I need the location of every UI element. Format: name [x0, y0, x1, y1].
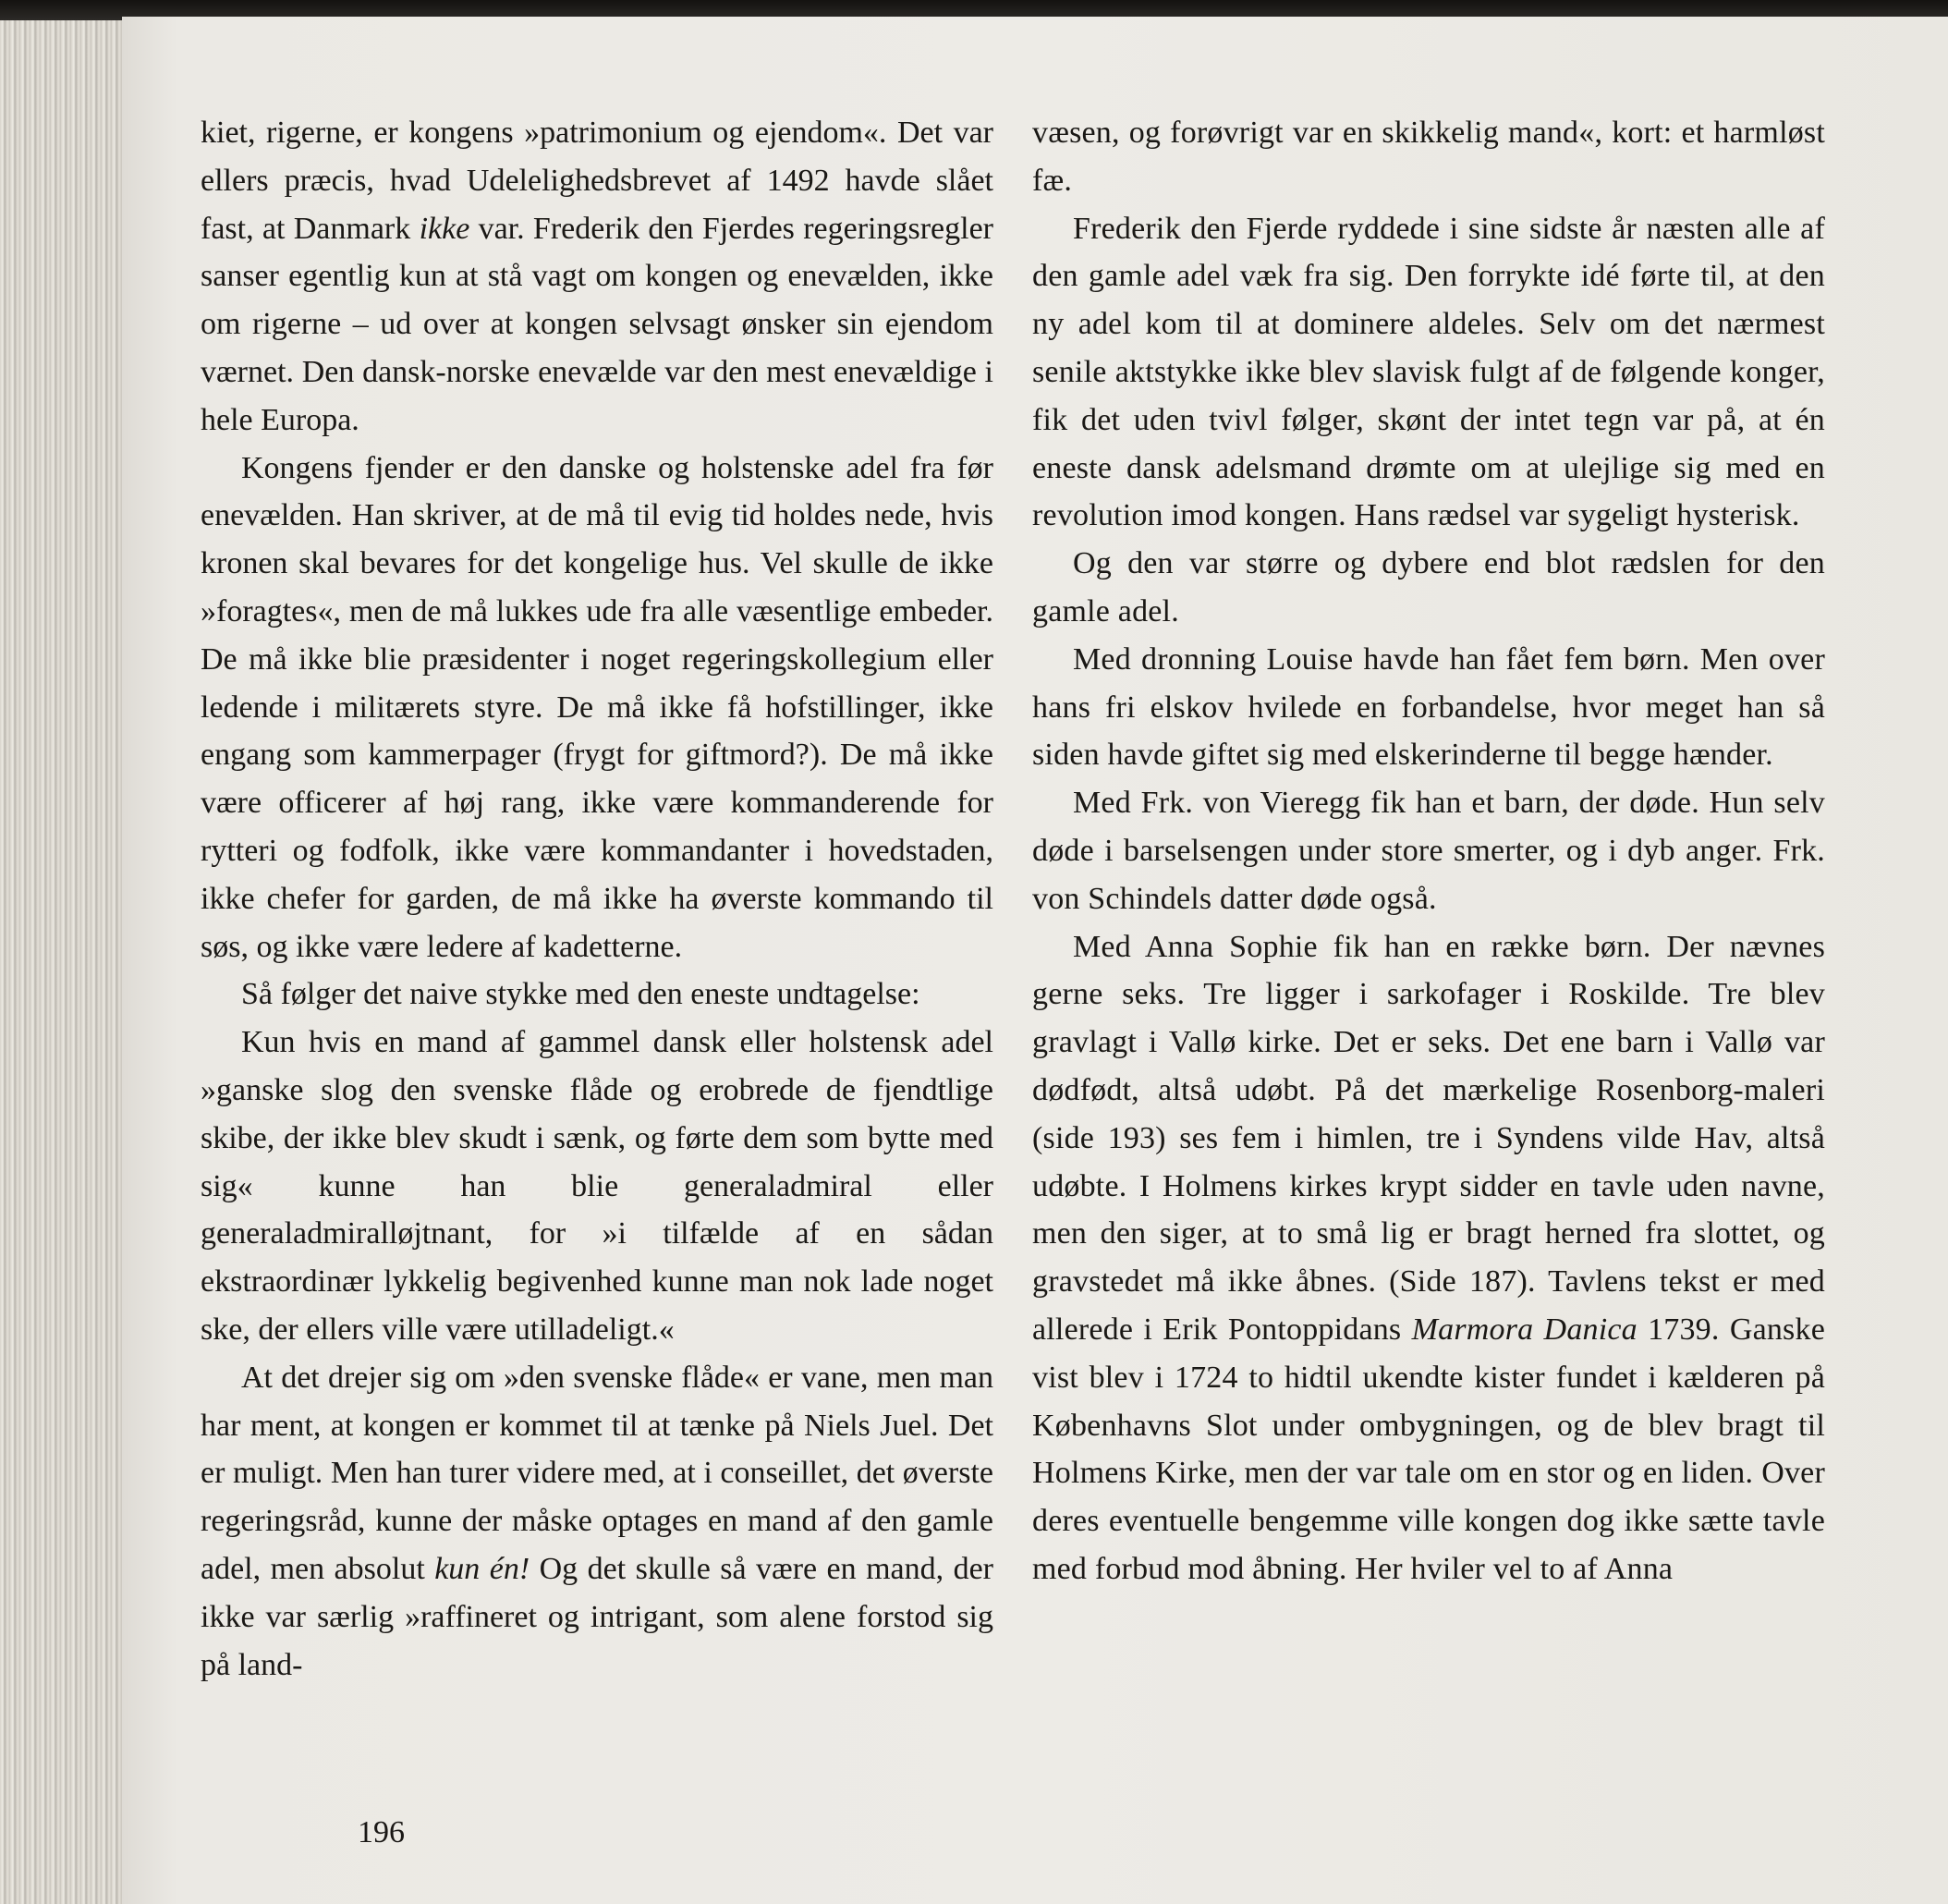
text-run: Så følger det naive stykke med den eneste undtagelse:: [241, 977, 920, 1012]
text-run: Med dronning Louise havde han fået fem børn. Men over hans fri elskov hvilede en forbandelse, hvor meget han så siden havde giftet sig med elskerinderne til begge hænder.: [1032, 641, 1825, 773]
paragraph: [201, 970, 993, 1019]
italic-run: kun én!: [434, 1551, 530, 1586]
text-run: Med Anna Sophie fik han en række børn. Der nævnes gerne seks. Tre ligger i sarkofager i Roskilde. Tre blev gravlagt i Vallø kirke. Det er seks. Det ene barn i Vallø var dødfødt, altså udøbt. På det mærkelige Rosenborg-maleri (side 193) ses fem i himlen, tre i Syndens vilde Hav, altså udøbte. I Holmens kirkes krypt sidder en tavle uden navne, men den siger, at to små lig er bragt herned fra slottet, og gravstedet må ikke åbnes. (Side 187). Tavlens tekst er med allerede i Erik Pontoppidans: [1032, 929, 1825, 1347]
paragraph: [201, 445, 993, 971]
text-run: var. Frederik den Fjerdes regeringsregler sanser egentlig kun at stå vagt om kongen og enevælden, ikke om rigerne – ud over at kongen selvsagt ønsker sin ejendom værnet. Den dansk-norske enevælde var den mest enevældige i hele Europa.: [201, 211, 993, 437]
text-run: At det drejer sig om »den svenske flåde« er vane, men man har ment, at kongen er kommet til at tænke på Niels Juel. Det er muligt. Men han turer videre med, at i conseillet, det øverste regeringsråd, kunne der måske optages en mand af den gamle adel, men absolut: [201, 1360, 993, 1586]
text-run: Og det skulle så være en mand, der ikke var særlig »raffineret og intrigant, som alene forstod sig på land-: [201, 1551, 993, 1682]
text-run: Med Frk. von Vieregg fik han et barn, der døde. Hun selv døde i barselsengen under store smerter, og i dyb anger. Frk. von Schindels datter døde også.: [1032, 786, 1825, 916]
right-column: [1032, 109, 1825, 1593]
italic-run: Marmora Danica: [1411, 1312, 1638, 1347]
paragraph: [1032, 779, 1825, 922]
left-column: [201, 109, 993, 1689]
page-number: 196: [358, 1815, 405, 1849]
text-run: Frederik den Fjerde ryddede i sine sidste år næsten alle af den gamle adel væk fra sig. Den forrykte idé førte til, at den ny adel kom til at dominere aldeles. Selv om det nærmest senile aktstykke ikke blev slavisk fulgt af de følgende konger, fik det uden tvivl følger, skønt der intet tegn var på, at én eneste dansk adelsmand drømte om at ulejlige sig med en revolution imod kongen. Hans rædsel var sygeligt hysterisk.: [1032, 211, 1825, 533]
paragraph: [201, 1019, 993, 1354]
text-run: 1739. Ganske vist blev i 1724 to hidtil ukendte kister fundet i kælderen på Københavns Slot under ombygningen, og de blev bragt til Holmens Kirke, men der var tale om en stor og en liden. Over deres eventuelle bengemme ville kongen dog ikke sætte tavle med forbud mod åbning. Her hviler vel to af Anna: [1032, 1312, 1825, 1586]
paragraph: [201, 109, 993, 445]
book-page: [122, 17, 1948, 1904]
paragraph: [1032, 205, 1825, 541]
paragraph: [1032, 109, 1825, 205]
text-run: Og den var større og dybere end blot rædslen for den gamle adel.: [1032, 546, 1825, 629]
book-page-edges: [0, 0, 129, 1904]
text-run: kiet, rigerne, er kongens »patrimonium og ejendom«. Det var ellers præcis, hvad Udelelighedsbrevet af 1492 havde slået fast, at Danmark: [201, 116, 993, 246]
paragraph: [1032, 540, 1825, 636]
italic-run: ikke: [419, 211, 470, 246]
text-run: væsen, og forøvrigt var en skikkelig mand«, kort: et harmløst fæ.: [1032, 116, 1825, 198]
text-run: Kongens fjender er den danske og holstenske adel fra før enevælden. Han skriver, at de må til evig tid holdes nede, hvis kronen skal bevares for det kongelige hus. Vel skulle de ikke »foragtes«, men de må lukkes ude fra alle væsentlige embeder. De må ikke blie præsidenter i noget regeringskollegium eller ledende i militærets styre. De må ikke få hofstillinger, ikke engang som kammerpager (frygt for giftmord?). De må ikke være officerer af høj rang, ikke være kommanderende for rytteri og fodfolk, ikke være kommandanter i hovedstaden, ikke chefer for garden, de må ikke ha øverste kommando til søs, og ikke være ledere af kadetterne.: [201, 450, 993, 964]
paragraph: [201, 1354, 993, 1690]
text-run: Kun hvis en mand af gammel dansk eller holstensk adel »ganske slog den svenske flåde og erobrede de fjendtlige skibe, der ikke blev skudt i sænk, og førte dem som bytte med sig« kunne han blie generaladmiral eller generaladmiralløjtnant, for »i tilfælde af en sådan ekstraordinær lykkelig begivenhed kunne man nok lade noget ske, der ellers ville være utilladeligt.«: [201, 1025, 993, 1347]
paragraph: [1032, 923, 1825, 1593]
paragraph: [1032, 636, 1825, 779]
